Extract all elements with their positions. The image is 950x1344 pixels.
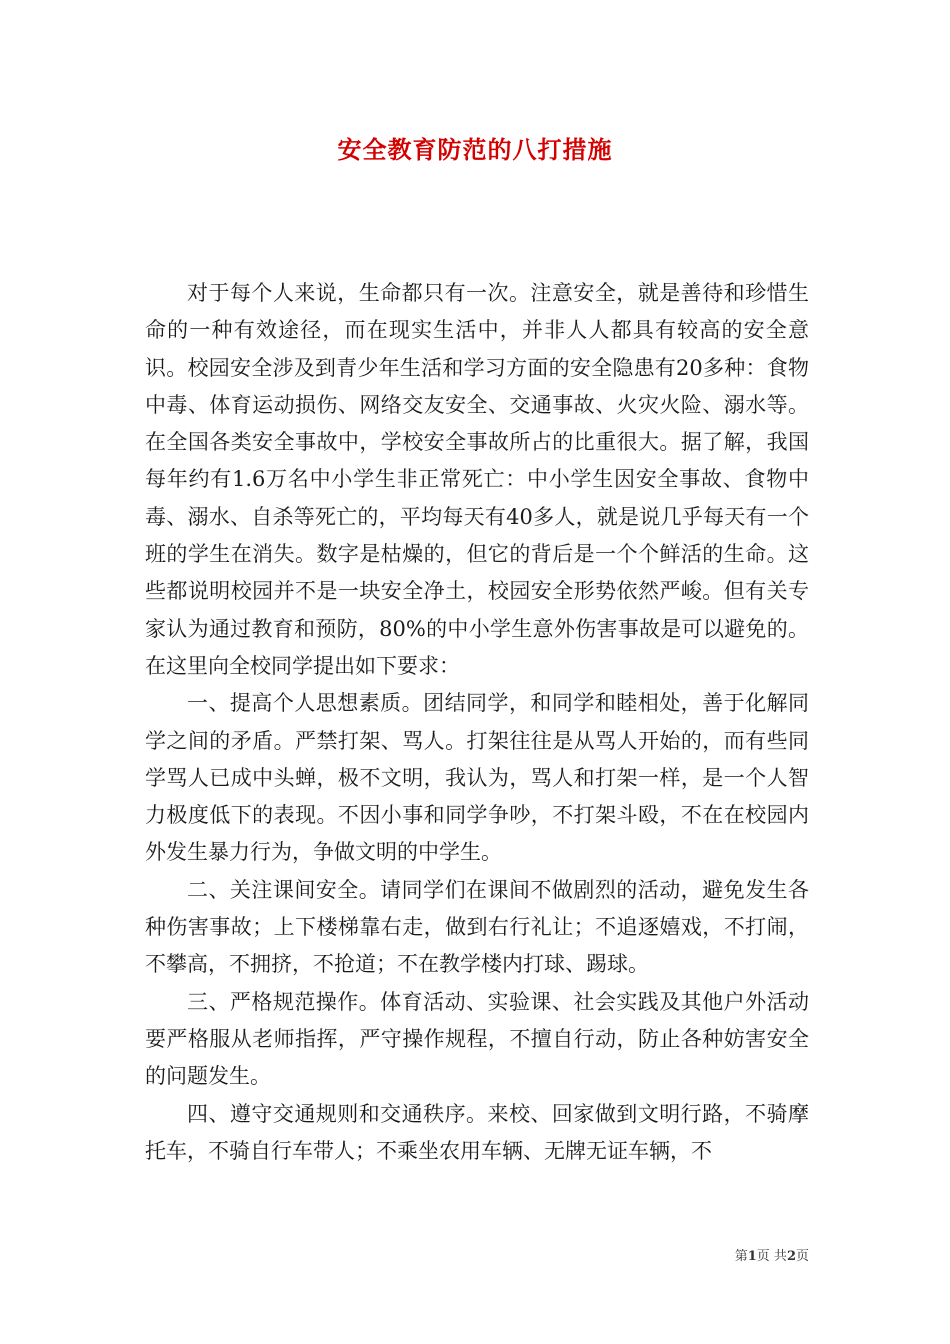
footer-prefix: 第	[734, 1249, 748, 1264]
paragraph-item-4: 四、遵守交通规则和交通秩序。来校、回家做到文明行路，不骑摩托车，不骑自行车带人；不乘坐农用车辆、无牌无证车辆，不	[145, 1101, 809, 1163]
total-page-count: 2	[786, 1249, 796, 1264]
footer-middle: 页 共	[756, 1249, 787, 1264]
document-body	[145, 275, 809, 1170]
current-page-number: 1	[747, 1249, 757, 1264]
paragraph-item-2: 二、关注课间安全。请同学们在课间不做剧烈的活动，避免发生各种伤害事故；上下楼梯靠右走，做到右行礼让；不追逐嬉戏，不打闹，不攀高，不拥挤，不抢道；不在教学楼内打球、踢球。	[145, 877, 809, 977]
paragraph-intro: 对于每个人来说，生命都只有一次。注意安全，就是善待和珍惜生命的一种有效途径，而在现实生活中，并非人人都具有较高的安全意识。校园安全涉及到青少年生活和学习方面的安全隐患有20多种：食物中毒、体育运动损伤、网络交友安全、交通事故、火灾火险、溺水等。在全国各类安全事故中，学校安全事故所占的比重很大。据了解，我国每年约有1.6万名中小学生非正常死亡：中小学生因安全事故、食物中毒、溺水、自杀等死亡的，平均每天有40多人，就是说几乎每天有一个班的学生在消失。数字是枯燥的，但它的背后是一个个鲜活的生命。这些都说明校园并不是一块安全净土，校园安全形势依然严峻。但有关专家认为通过教育和预防，80%的中小学生意外伤害事故是可以避免的。在这里向全校同学提出如下要求：	[145, 281, 809, 678]
footer-suffix: 页	[795, 1249, 809, 1264]
page-footer	[0, 1245, 809, 1264]
paragraph-item-3: 三、严格规范操作。体育活动、实验课、社会实践及其他户外活动要严格服从老师指挥，严守操作规程，不擅自行动，防止各种妨害安全的问题发生。	[145, 989, 809, 1089]
document-title: 安全教育防范的八打措施	[337, 135, 613, 164]
paragraph-item-1: 一、提高个人思想素质。团结同学，和同学和睦相处，善于化解同学之间的矛盾。严禁打架、骂人。打架往往是从骂人开始的，而有些同学骂人已成中头蝉，极不文明，我认为，骂人和打架一样，是一个人智力极度低下的表现。不因小事和同学争吵，不打架斗殴，不在在校园内外发生暴力行为，争做文明的中学生。	[145, 691, 809, 865]
